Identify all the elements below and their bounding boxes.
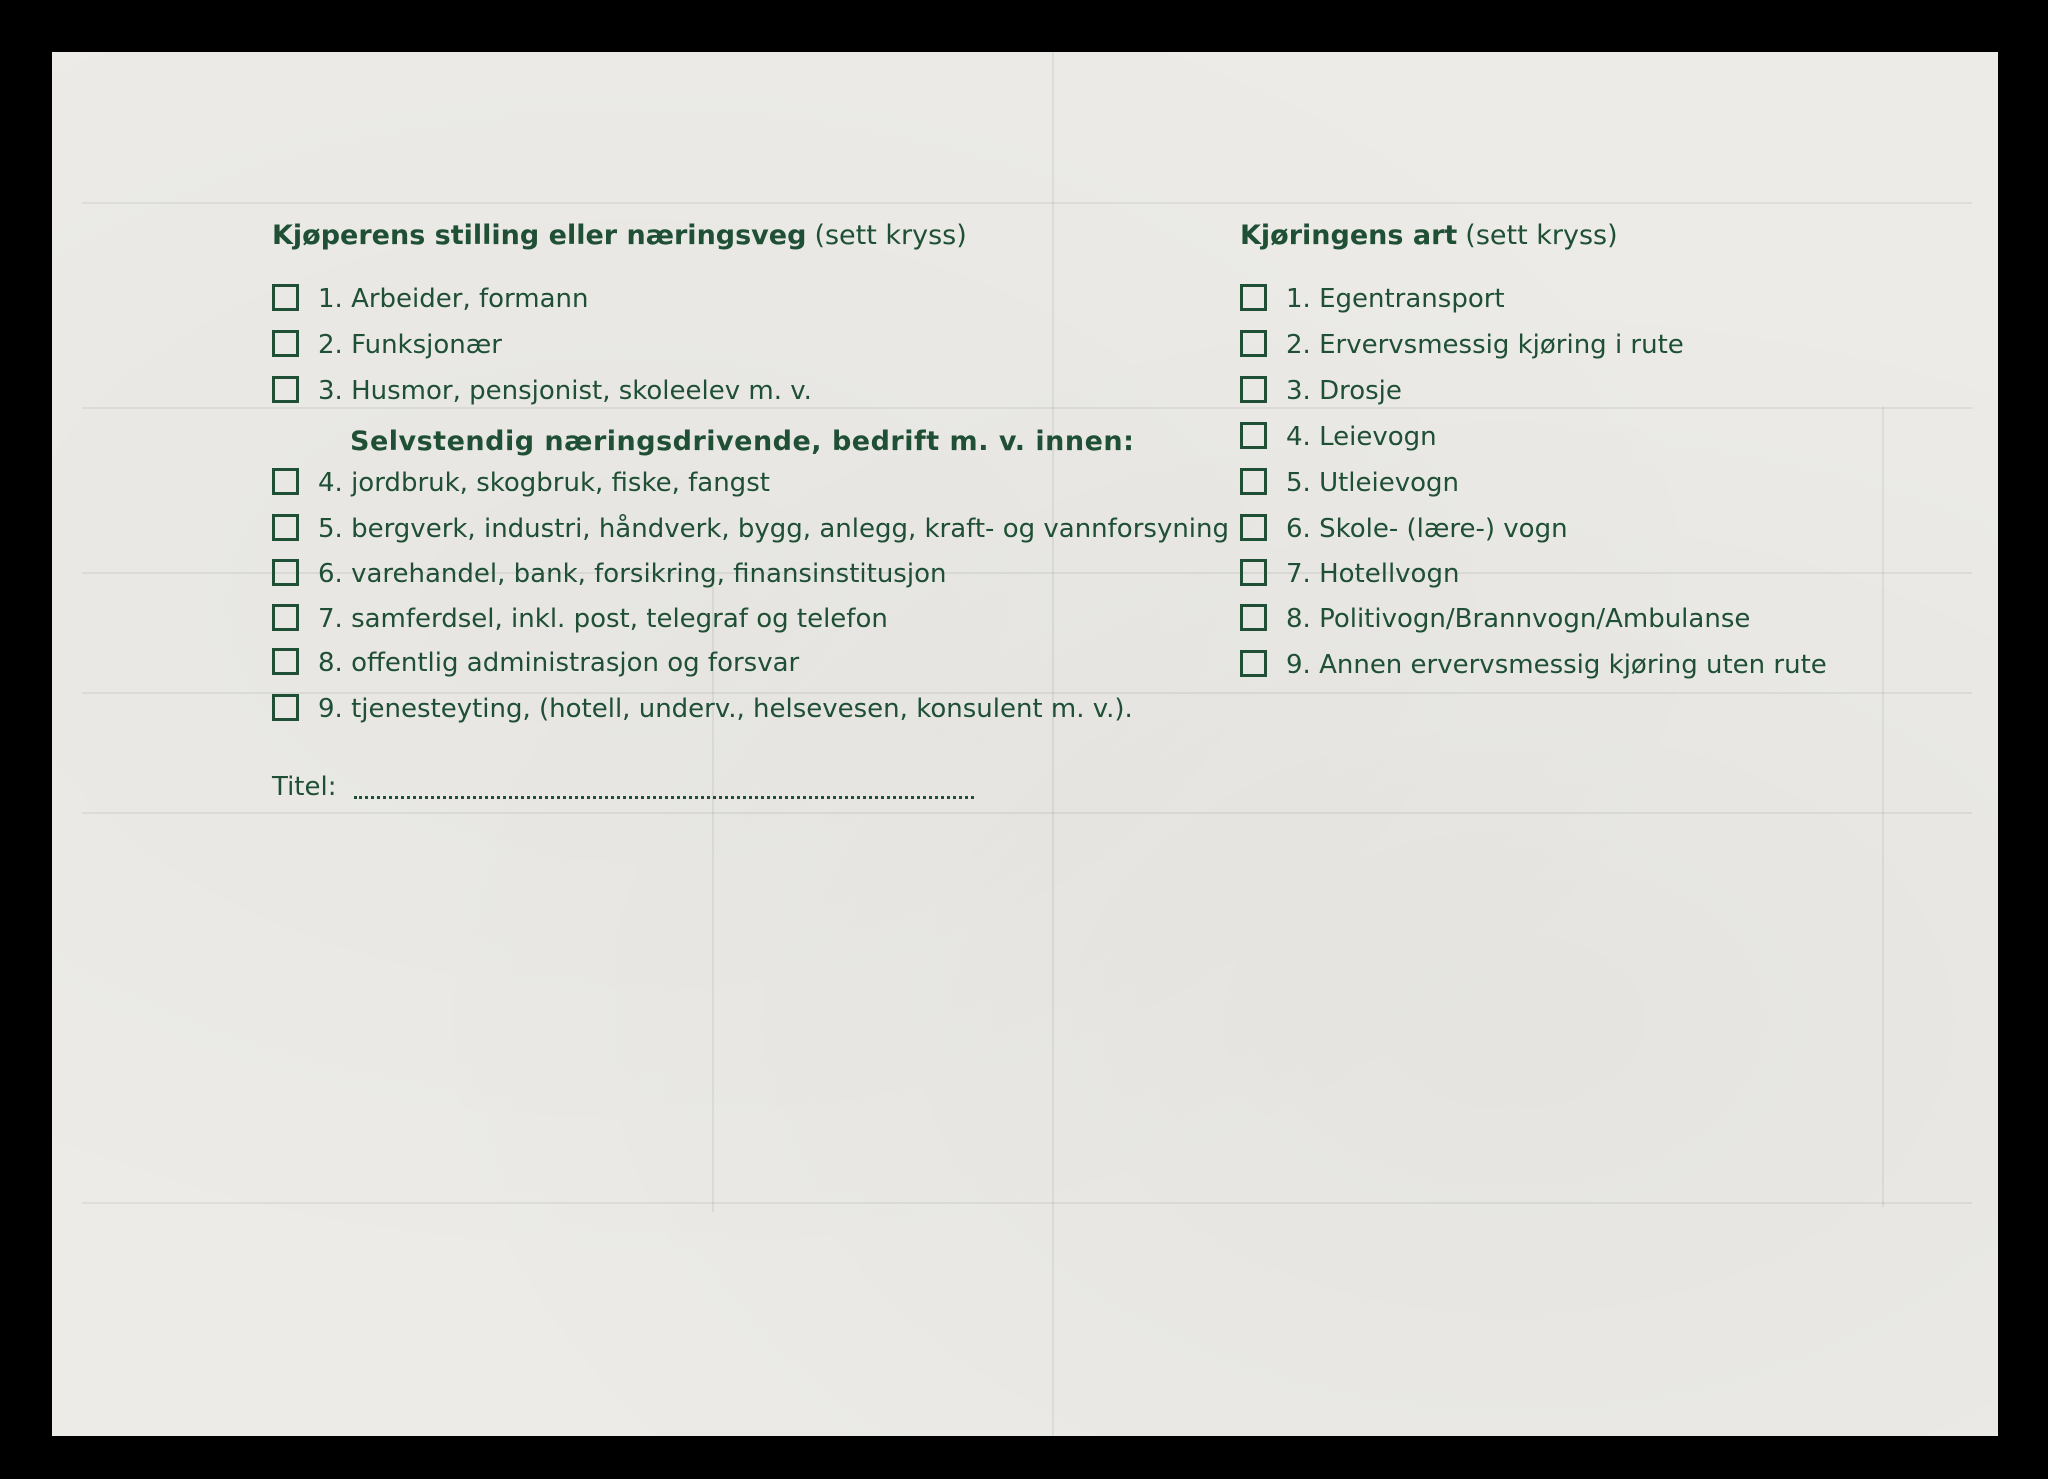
- checkbox[interactable]: [272, 694, 299, 721]
- driving-type-heading: [1240, 216, 1618, 256]
- checkbox[interactable]: [272, 284, 299, 311]
- option-label: 6. varehandel, bank, forsikring, finansinstitusjon: [318, 559, 947, 589]
- show-through-line: [1052, 52, 1054, 1436]
- checkbox[interactable]: [272, 330, 299, 357]
- option-label: 4. jordbruk, skogbruk, fiske, fangst: [318, 468, 770, 498]
- option-label: 5. bergverk, industri, håndverk, bygg, anlegg, kraft- og vannforsyning: [318, 514, 1230, 544]
- heading-text: Kjøringens art: [1240, 220, 1458, 251]
- self-employed-subheading: Selvstendig næringsdrivende, bedrift m. v. innen:: [350, 426, 1135, 457]
- checkbox[interactable]: [272, 648, 299, 675]
- checkbox[interactable]: [1240, 650, 1267, 677]
- option-label: 9. tjenesteyting, (hotell, underv., helsevesen, konsulent m. v.).: [318, 694, 1133, 724]
- option-label: 7. samferdsel, inkl. post, telegraf og telefon: [318, 604, 888, 634]
- option-label: 1. Arbeider, formann: [318, 284, 589, 314]
- heading-text: Kjøperens stilling eller næringsveg: [272, 220, 807, 251]
- checkbox[interactable]: [1240, 514, 1267, 541]
- option-label: 6. Skole- (lære-) vogn: [1286, 514, 1568, 544]
- checkbox[interactable]: [1240, 422, 1267, 449]
- checkbox[interactable]: [1240, 330, 1267, 357]
- show-through-line: [82, 202, 1972, 204]
- show-through-line: [82, 1202, 1972, 1204]
- checkbox[interactable]: [1240, 284, 1267, 311]
- checkbox[interactable]: [272, 376, 299, 403]
- heading-note: (sett kryss): [814, 220, 967, 251]
- option-label: 8. Politivogn/Brannvogn/Ambulanse: [1286, 604, 1751, 634]
- title-input-line[interactable]: [354, 796, 974, 799]
- checkbox[interactable]: [272, 559, 299, 586]
- option-label: 9. Annen ervervsmessig kjøring uten rute: [1286, 650, 1827, 680]
- checkbox[interactable]: [1240, 559, 1267, 586]
- checkbox[interactable]: [272, 604, 299, 631]
- buyer-occupation-heading: [272, 216, 967, 256]
- option-label: 8. offentlig administrasjon og forsvar: [318, 648, 800, 678]
- checkbox[interactable]: [272, 468, 299, 495]
- heading-note: (sett kryss): [1465, 220, 1618, 251]
- option-label: 2. Ervervsmessig kjøring i rute: [1286, 330, 1684, 360]
- option-label: 7. Hotellvogn: [1286, 559, 1460, 589]
- show-through-line: [82, 812, 1972, 814]
- show-through-line: [1882, 407, 1884, 1207]
- option-label: 4. Leievogn: [1286, 422, 1437, 452]
- checkbox[interactable]: [1240, 468, 1267, 495]
- option-label: 3. Husmor, pensjonist, skoleelev m. v.: [318, 376, 812, 406]
- option-label: 2. Funksjonær: [318, 330, 502, 360]
- checkbox[interactable]: [1240, 604, 1267, 631]
- checkbox[interactable]: [1240, 376, 1267, 403]
- option-label: 3. Drosje: [1286, 376, 1402, 406]
- title-label: Titel:: [272, 772, 337, 802]
- checkbox[interactable]: [272, 514, 299, 541]
- option-label: 1. Egentransport: [1286, 284, 1505, 314]
- option-label: 5. Utleievogn: [1286, 468, 1460, 498]
- form-sheet: [52, 52, 1998, 1436]
